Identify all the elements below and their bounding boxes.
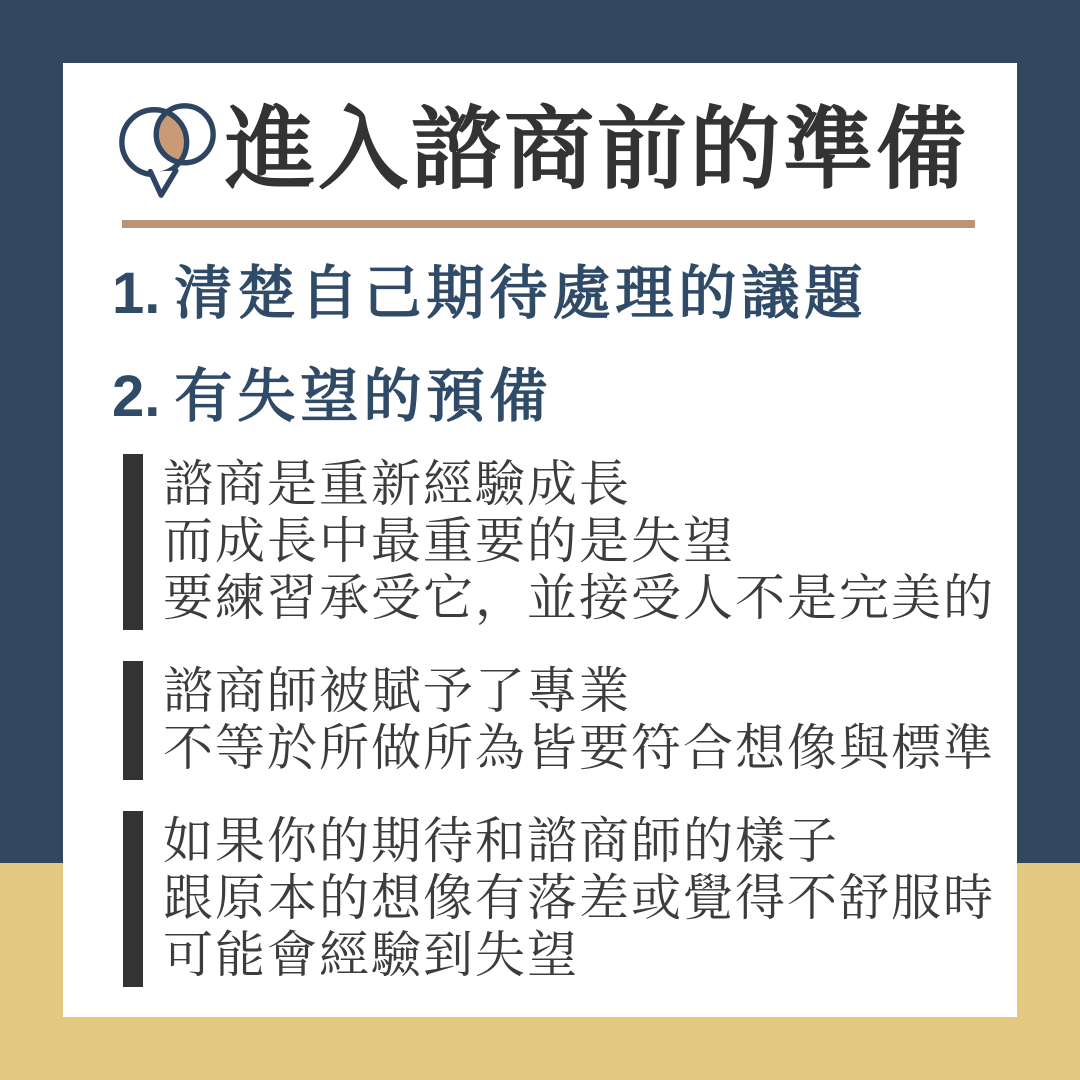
title-row xyxy=(115,93,1017,207)
preparation-list xyxy=(112,261,1017,429)
quote-text xyxy=(163,454,995,630)
quote-bar xyxy=(123,661,143,780)
quote-block xyxy=(123,661,1017,780)
item-number: 1. xyxy=(112,261,161,326)
quote-line: 而成長中最重要的是失望 xyxy=(163,513,735,569)
quote-block xyxy=(123,811,1017,987)
quote-line: 諮商師被賦予了專業 xyxy=(163,663,631,719)
quote-text xyxy=(163,811,995,987)
item-text: 有失望的預備 xyxy=(174,364,553,429)
speech-bubbles-icon xyxy=(115,94,221,206)
page-title: 進入諮商前的準備 xyxy=(225,100,969,200)
quote-line: 要練習承受它，並接受人不是完美的 xyxy=(163,570,995,626)
quote-bar xyxy=(123,811,143,987)
quote-line: 不等於所做所為皆要符合想像與標準 xyxy=(163,720,995,776)
list-item xyxy=(112,261,1017,326)
quote-line: 諮商是重新經驗成長 xyxy=(163,456,631,512)
content-card xyxy=(63,63,1017,1017)
quote-line: 如果你的期待和諮商師的樣子 xyxy=(163,813,839,869)
list-item xyxy=(112,364,1017,429)
title-divider xyxy=(122,220,975,228)
item-text: 清楚自己期待處理的議題 xyxy=(174,261,868,326)
quote-line: 可能會經驗到失望 xyxy=(163,927,579,983)
quote-bar xyxy=(123,454,143,630)
quote-block xyxy=(123,454,1017,630)
item-number: 2. xyxy=(112,364,161,429)
quote-line: 跟原本的想像有落差或覺得不舒服時 xyxy=(163,870,995,926)
quote-text xyxy=(163,661,995,780)
quote-section xyxy=(123,454,1017,987)
